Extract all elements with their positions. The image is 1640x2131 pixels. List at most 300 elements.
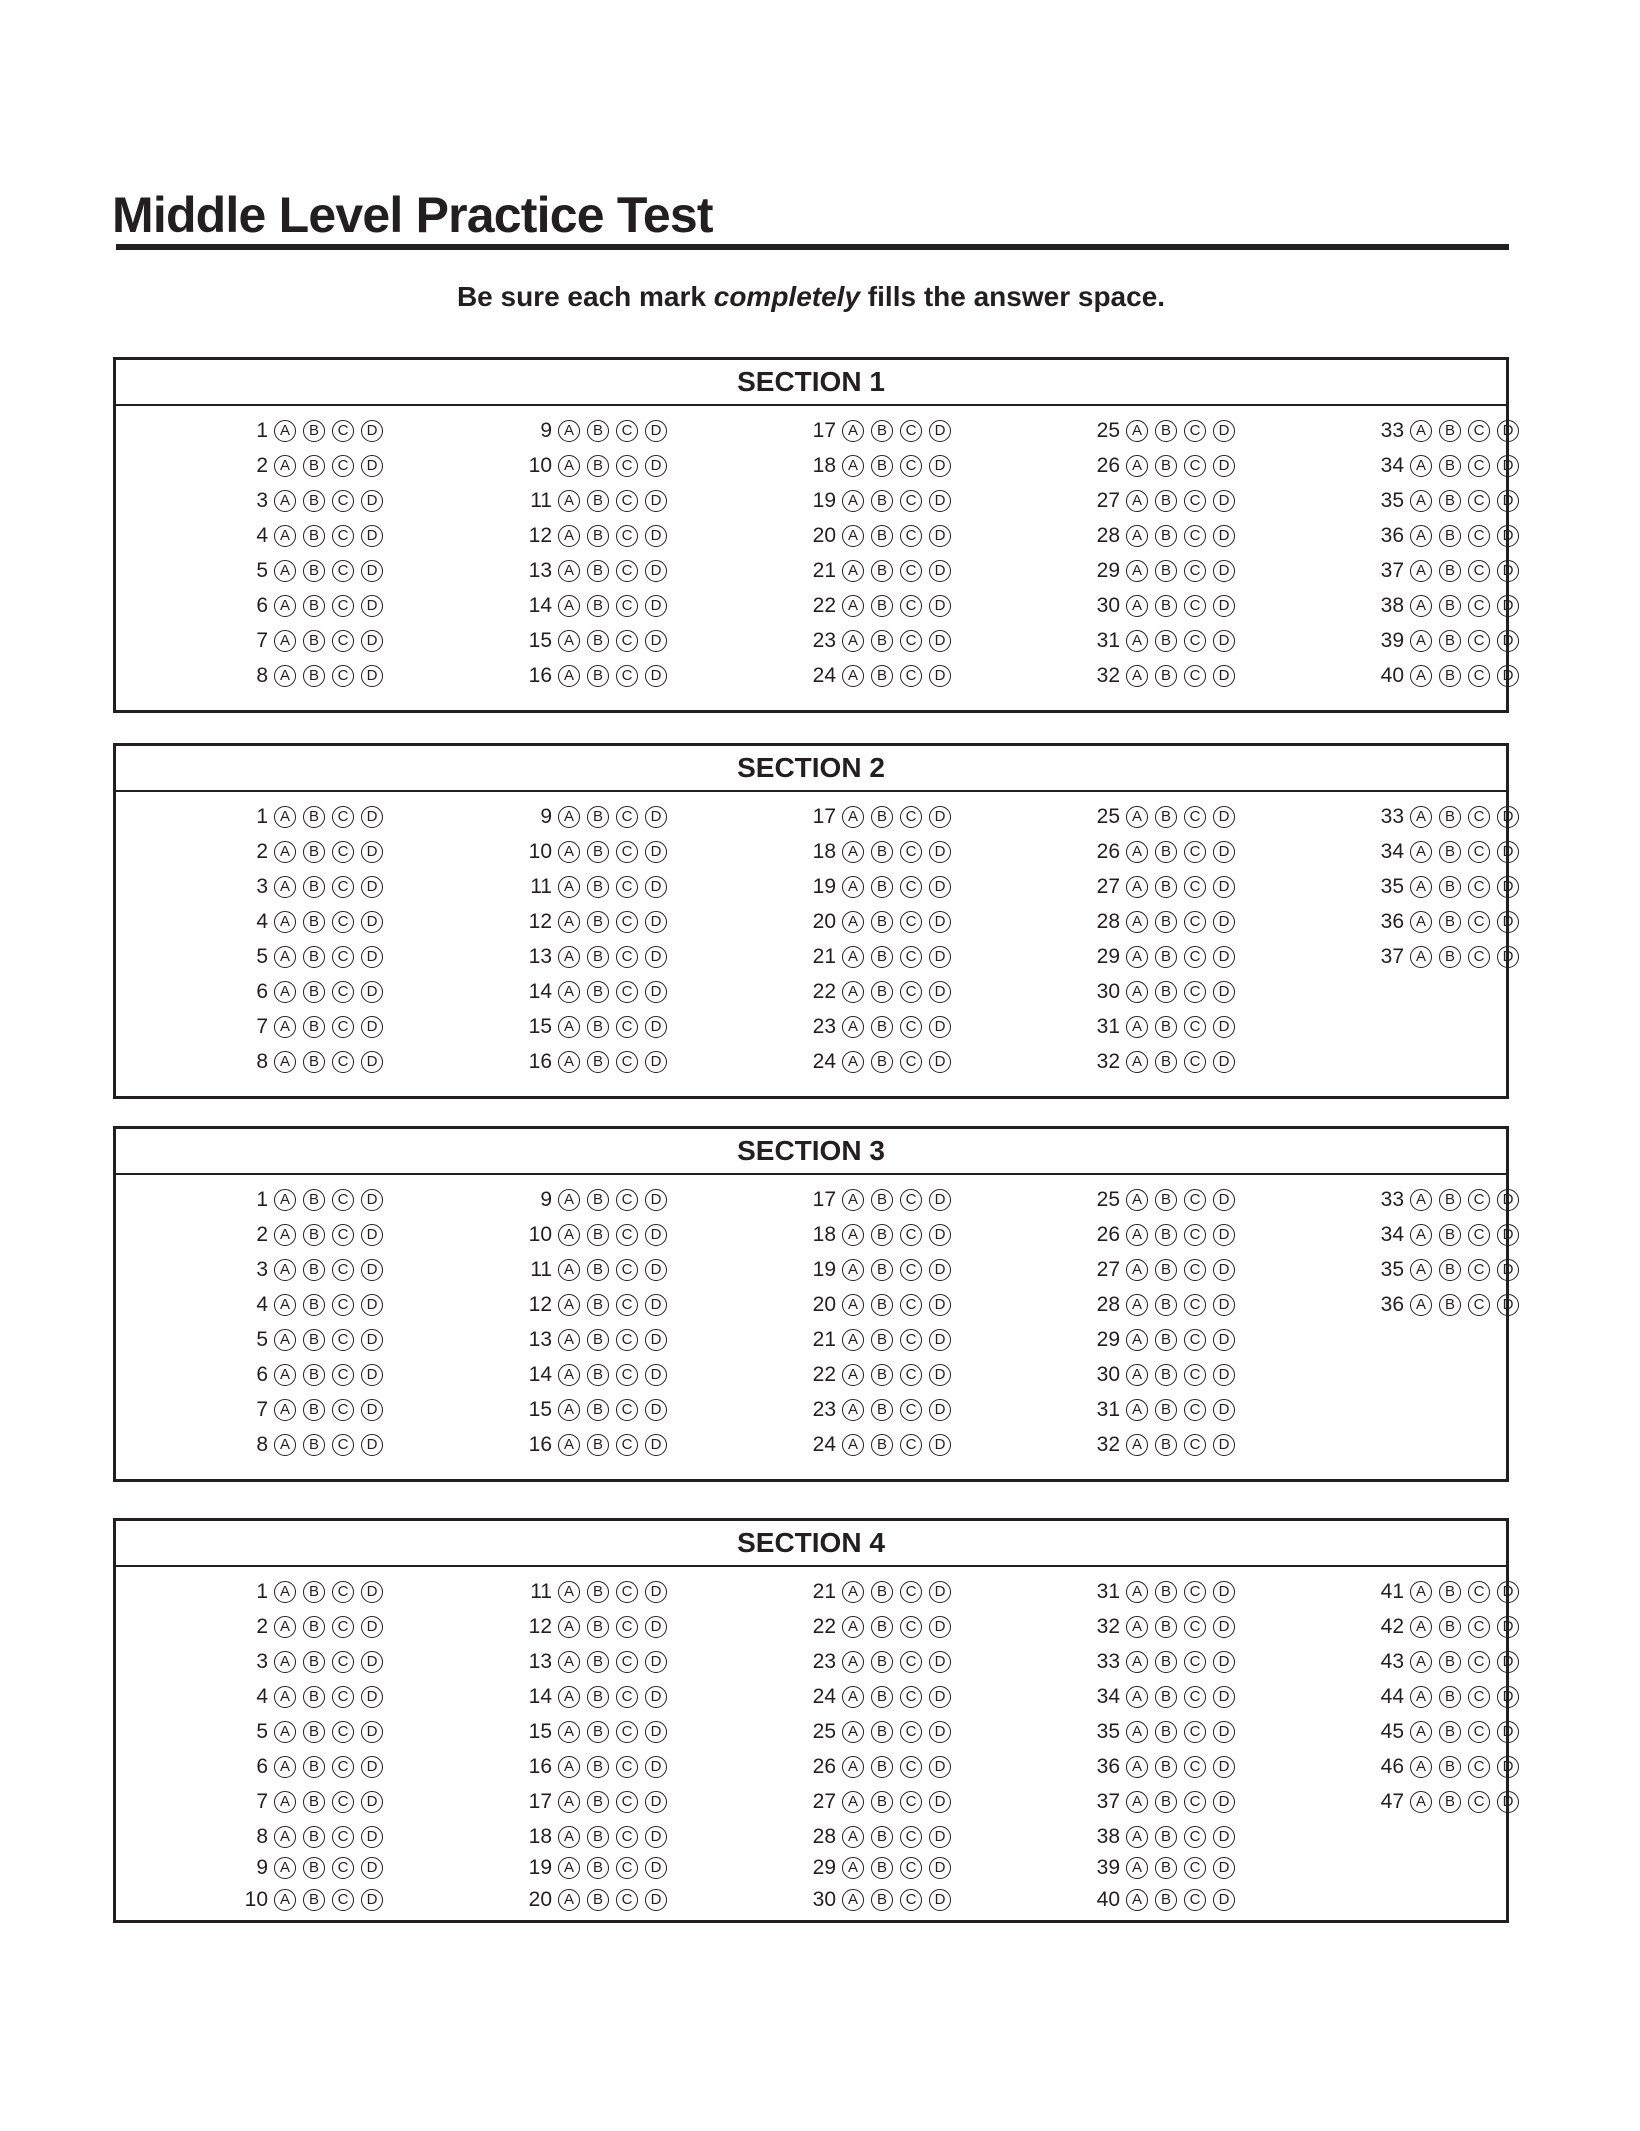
answer-bubble-b[interactable]: B (1155, 1616, 1177, 1638)
answer-bubble-a[interactable]: A (842, 1651, 864, 1673)
answer-bubble-a[interactable]: A (842, 946, 864, 968)
answer-bubble-b[interactable]: B (1439, 1616, 1461, 1638)
answer-bubble-b[interactable]: B (871, 1756, 893, 1778)
answer-bubble-c[interactable]: C (1184, 876, 1206, 898)
answer-bubble-a[interactable]: A (274, 1189, 296, 1211)
answer-bubble-b[interactable]: B (1155, 1224, 1177, 1246)
answer-bubble-a[interactable]: A (274, 1721, 296, 1743)
answer-bubble-a[interactable]: A (1126, 1364, 1148, 1386)
answer-bubble-a[interactable]: A (558, 1581, 580, 1603)
answer-bubble-b[interactable]: B (303, 1016, 325, 1038)
answer-bubble-a[interactable]: A (1126, 1889, 1148, 1911)
answer-bubble-a[interactable]: A (1410, 1756, 1432, 1778)
answer-bubble-c[interactable]: C (1468, 876, 1490, 898)
answer-bubble-c[interactable]: C (1184, 1616, 1206, 1638)
answer-bubble-c[interactable]: C (1184, 1399, 1206, 1421)
answer-bubble-b[interactable]: B (1155, 1686, 1177, 1708)
answer-bubble-b[interactable]: B (1155, 841, 1177, 863)
answer-bubble-a[interactable]: A (558, 1051, 580, 1073)
answer-bubble-b[interactable]: B (303, 1857, 325, 1879)
answer-bubble-b[interactable]: B (1439, 1651, 1461, 1673)
answer-bubble-b[interactable]: B (871, 1889, 893, 1911)
answer-bubble-c[interactable]: C (1468, 420, 1490, 442)
answer-bubble-b[interactable]: B (1439, 525, 1461, 547)
answer-bubble-b[interactable]: B (871, 1051, 893, 1073)
answer-bubble-a[interactable]: A (842, 1826, 864, 1848)
answer-bubble-a[interactable]: A (558, 1651, 580, 1673)
answer-bubble-b[interactable]: B (303, 1259, 325, 1281)
answer-bubble-c[interactable]: C (616, 560, 638, 582)
answer-bubble-b[interactable]: B (1155, 806, 1177, 828)
answer-bubble-c[interactable]: C (616, 1329, 638, 1351)
answer-bubble-b[interactable]: B (303, 1364, 325, 1386)
answer-bubble-d[interactable]: D (1497, 1294, 1519, 1316)
answer-bubble-c[interactable]: C (1184, 806, 1206, 828)
answer-bubble-c[interactable]: C (900, 1189, 922, 1211)
answer-bubble-a[interactable]: A (842, 981, 864, 1003)
answer-bubble-d[interactable]: D (1213, 1434, 1235, 1456)
answer-bubble-c[interactable]: C (1468, 1756, 1490, 1778)
answer-bubble-c[interactable]: C (1468, 1189, 1490, 1211)
answer-bubble-d[interactable]: D (929, 841, 951, 863)
answer-bubble-b[interactable]: B (587, 1616, 609, 1638)
answer-bubble-c[interactable]: C (332, 1016, 354, 1038)
answer-bubble-c[interactable]: C (1468, 630, 1490, 652)
answer-bubble-c[interactable]: C (332, 1616, 354, 1638)
answer-bubble-b[interactable]: B (1439, 595, 1461, 617)
answer-bubble-d[interactable]: D (645, 1686, 667, 1708)
answer-bubble-b[interactable]: B (871, 1857, 893, 1879)
answer-bubble-b[interactable]: B (587, 455, 609, 477)
answer-bubble-b[interactable]: B (1439, 876, 1461, 898)
answer-bubble-a[interactable]: A (274, 560, 296, 582)
answer-bubble-c[interactable]: C (616, 841, 638, 863)
answer-bubble-a[interactable]: A (558, 1329, 580, 1351)
answer-bubble-b[interactable]: B (1439, 806, 1461, 828)
answer-bubble-b[interactable]: B (587, 420, 609, 442)
answer-bubble-a[interactable]: A (1410, 420, 1432, 442)
answer-bubble-c[interactable]: C (1468, 911, 1490, 933)
answer-bubble-b[interactable]: B (871, 1364, 893, 1386)
answer-bubble-a[interactable]: A (558, 1016, 580, 1038)
answer-bubble-a[interactable]: A (1410, 1686, 1432, 1708)
answer-bubble-b[interactable]: B (1155, 560, 1177, 582)
answer-bubble-a[interactable]: A (842, 911, 864, 933)
answer-bubble-b[interactable]: B (1439, 560, 1461, 582)
answer-bubble-c[interactable]: C (1468, 1259, 1490, 1281)
answer-bubble-b[interactable]: B (303, 876, 325, 898)
answer-bubble-c[interactable]: C (616, 1434, 638, 1456)
answer-bubble-a[interactable]: A (558, 1889, 580, 1911)
answer-bubble-b[interactable]: B (871, 525, 893, 547)
answer-bubble-b[interactable]: B (303, 630, 325, 652)
answer-bubble-c[interactable]: C (900, 946, 922, 968)
answer-bubble-b[interactable]: B (871, 876, 893, 898)
answer-bubble-a[interactable]: A (1126, 1259, 1148, 1281)
answer-bubble-a[interactable]: A (1126, 560, 1148, 582)
answer-bubble-b[interactable]: B (1155, 525, 1177, 547)
answer-bubble-d[interactable]: D (645, 911, 667, 933)
answer-bubble-b[interactable]: B (303, 560, 325, 582)
answer-bubble-d[interactable]: D (361, 876, 383, 898)
answer-bubble-c[interactable]: C (332, 1721, 354, 1743)
answer-bubble-b[interactable]: B (1155, 1399, 1177, 1421)
answer-bubble-a[interactable]: A (1126, 1434, 1148, 1456)
answer-bubble-d[interactable]: D (929, 1651, 951, 1673)
answer-bubble-b[interactable]: B (871, 1224, 893, 1246)
answer-bubble-a[interactable]: A (1126, 1581, 1148, 1603)
answer-bubble-a[interactable]: A (558, 1189, 580, 1211)
answer-bubble-b[interactable]: B (871, 1259, 893, 1281)
answer-bubble-d[interactable]: D (929, 1857, 951, 1879)
answer-bubble-a[interactable]: A (274, 1329, 296, 1351)
answer-bubble-a[interactable]: A (558, 946, 580, 968)
answer-bubble-b[interactable]: B (587, 946, 609, 968)
answer-bubble-a[interactable]: A (1410, 1224, 1432, 1246)
answer-bubble-a[interactable]: A (1126, 490, 1148, 512)
answer-bubble-b[interactable]: B (587, 1224, 609, 1246)
answer-bubble-a[interactable]: A (842, 420, 864, 442)
answer-bubble-c[interactable]: C (332, 1686, 354, 1708)
answer-bubble-d[interactable]: D (645, 1756, 667, 1778)
answer-bubble-c[interactable]: C (332, 1399, 354, 1421)
answer-bubble-c[interactable]: C (1184, 1826, 1206, 1848)
answer-bubble-d[interactable]: D (361, 630, 383, 652)
answer-bubble-d[interactable]: D (361, 1686, 383, 1708)
answer-bubble-d[interactable]: D (929, 1721, 951, 1743)
answer-bubble-c[interactable]: C (1468, 595, 1490, 617)
answer-bubble-c[interactable]: C (900, 1686, 922, 1708)
answer-bubble-d[interactable]: D (929, 1434, 951, 1456)
answer-bubble-b[interactable]: B (871, 981, 893, 1003)
answer-bubble-a[interactable]: A (842, 1686, 864, 1708)
answer-bubble-b[interactable]: B (587, 1364, 609, 1386)
answer-bubble-d[interactable]: D (1497, 1224, 1519, 1246)
answer-bubble-a[interactable]: A (842, 665, 864, 687)
answer-bubble-b[interactable]: B (303, 525, 325, 547)
answer-bubble-c[interactable]: C (1468, 1791, 1490, 1813)
answer-bubble-b[interactable]: B (1155, 490, 1177, 512)
answer-bubble-a[interactable]: A (1126, 1651, 1148, 1673)
answer-bubble-c[interactable]: C (1184, 1889, 1206, 1911)
answer-bubble-c[interactable]: C (900, 1756, 922, 1778)
answer-bubble-d[interactable]: D (929, 1329, 951, 1351)
answer-bubble-c[interactable]: C (900, 665, 922, 687)
answer-bubble-d[interactable]: D (929, 1051, 951, 1073)
answer-bubble-d[interactable]: D (361, 525, 383, 547)
answer-bubble-d[interactable]: D (1497, 1686, 1519, 1708)
answer-bubble-b[interactable]: B (587, 1756, 609, 1778)
answer-bubble-d[interactable]: D (1213, 1329, 1235, 1351)
answer-bubble-c[interactable]: C (900, 595, 922, 617)
answer-bubble-d[interactable]: D (1497, 1189, 1519, 1211)
answer-bubble-d[interactable]: D (929, 455, 951, 477)
answer-bubble-d[interactable]: D (929, 1016, 951, 1038)
answer-bubble-d[interactable]: D (1497, 1791, 1519, 1813)
answer-bubble-a[interactable]: A (842, 1756, 864, 1778)
answer-bubble-c[interactable]: C (1184, 1651, 1206, 1673)
answer-bubble-d[interactable]: D (645, 1399, 667, 1421)
answer-bubble-b[interactable]: B (1155, 1434, 1177, 1456)
answer-bubble-b[interactable]: B (587, 1651, 609, 1673)
answer-bubble-b[interactable]: B (871, 1189, 893, 1211)
answer-bubble-c[interactable]: C (1184, 560, 1206, 582)
answer-bubble-d[interactable]: D (361, 1616, 383, 1638)
answer-bubble-a[interactable]: A (842, 560, 864, 582)
answer-bubble-c[interactable]: C (1468, 1294, 1490, 1316)
answer-bubble-a[interactable]: A (842, 806, 864, 828)
answer-bubble-d[interactable]: D (1213, 1259, 1235, 1281)
answer-bubble-b[interactable]: B (587, 981, 609, 1003)
answer-bubble-d[interactable]: D (1213, 420, 1235, 442)
answer-bubble-c[interactable]: C (1184, 1259, 1206, 1281)
answer-bubble-b[interactable]: B (303, 1581, 325, 1603)
answer-bubble-a[interactable]: A (274, 946, 296, 968)
answer-bubble-c[interactable]: C (332, 841, 354, 863)
answer-bubble-c[interactable]: C (1184, 1189, 1206, 1211)
answer-bubble-d[interactable]: D (645, 1051, 667, 1073)
answer-bubble-b[interactable]: B (871, 560, 893, 582)
answer-bubble-a[interactable]: A (842, 1791, 864, 1813)
answer-bubble-a[interactable]: A (558, 1224, 580, 1246)
answer-bubble-a[interactable]: A (1126, 1224, 1148, 1246)
answer-bubble-b[interactable]: B (587, 1721, 609, 1743)
answer-bubble-b[interactable]: B (303, 1399, 325, 1421)
answer-bubble-d[interactable]: D (929, 1826, 951, 1848)
answer-bubble-c[interactable]: C (332, 1826, 354, 1848)
answer-bubble-d[interactable]: D (929, 806, 951, 828)
answer-bubble-b[interactable]: B (303, 1686, 325, 1708)
answer-bubble-d[interactable]: D (645, 665, 667, 687)
answer-bubble-c[interactable]: C (332, 1581, 354, 1603)
answer-bubble-c[interactable]: C (332, 1434, 354, 1456)
answer-bubble-a[interactable]: A (842, 1016, 864, 1038)
answer-bubble-d[interactable]: D (645, 1224, 667, 1246)
answer-bubble-c[interactable]: C (616, 1364, 638, 1386)
answer-bubble-a[interactable]: A (842, 1889, 864, 1911)
answer-bubble-a[interactable]: A (842, 1329, 864, 1351)
answer-bubble-b[interactable]: B (1439, 665, 1461, 687)
answer-bubble-b[interactable]: B (871, 595, 893, 617)
answer-bubble-c[interactable]: C (900, 806, 922, 828)
answer-bubble-d[interactable]: D (361, 1016, 383, 1038)
answer-bubble-b[interactable]: B (1155, 1791, 1177, 1813)
answer-bubble-a[interactable]: A (1126, 1857, 1148, 1879)
answer-bubble-c[interactable]: C (616, 1826, 638, 1848)
answer-bubble-c[interactable]: C (332, 1889, 354, 1911)
answer-bubble-d[interactable]: D (1213, 1721, 1235, 1743)
answer-bubble-c[interactable]: C (332, 420, 354, 442)
answer-bubble-d[interactable]: D (361, 595, 383, 617)
answer-bubble-d[interactable]: D (929, 420, 951, 442)
answer-bubble-c[interactable]: C (332, 490, 354, 512)
answer-bubble-b[interactable]: B (1439, 490, 1461, 512)
answer-bubble-a[interactable]: A (274, 806, 296, 828)
answer-bubble-c[interactable]: C (1468, 525, 1490, 547)
answer-bubble-c[interactable]: C (900, 1791, 922, 1813)
answer-bubble-a[interactable]: A (1126, 1756, 1148, 1778)
answer-bubble-c[interactable]: C (900, 1434, 922, 1456)
answer-bubble-a[interactable]: A (274, 1791, 296, 1813)
answer-bubble-d[interactable]: D (645, 455, 667, 477)
answer-bubble-a[interactable]: A (274, 981, 296, 1003)
answer-bubble-c[interactable]: C (1468, 455, 1490, 477)
answer-bubble-c[interactable]: C (1184, 420, 1206, 442)
answer-bubble-c[interactable]: C (900, 1826, 922, 1848)
answer-bubble-b[interactable]: B (871, 1434, 893, 1456)
answer-bubble-c[interactable]: C (900, 1889, 922, 1911)
answer-bubble-a[interactable]: A (1410, 455, 1432, 477)
answer-bubble-b[interactable]: B (587, 1581, 609, 1603)
answer-bubble-d[interactable]: D (645, 1889, 667, 1911)
answer-bubble-b[interactable]: B (1439, 1259, 1461, 1281)
answer-bubble-b[interactable]: B (871, 911, 893, 933)
answer-bubble-a[interactable]: A (1126, 455, 1148, 477)
answer-bubble-d[interactable]: D (361, 1399, 383, 1421)
answer-bubble-c[interactable]: C (332, 876, 354, 898)
answer-bubble-d[interactable]: D (929, 525, 951, 547)
answer-bubble-a[interactable]: A (842, 630, 864, 652)
answer-bubble-d[interactable]: D (929, 1189, 951, 1211)
answer-bubble-c[interactable]: C (616, 420, 638, 442)
answer-bubble-b[interactable]: B (303, 455, 325, 477)
answer-bubble-a[interactable]: A (842, 1364, 864, 1386)
answer-bubble-b[interactable]: B (1439, 1686, 1461, 1708)
answer-bubble-a[interactable]: A (842, 595, 864, 617)
answer-bubble-c[interactable]: C (1184, 981, 1206, 1003)
answer-bubble-a[interactable]: A (1410, 841, 1432, 863)
answer-bubble-a[interactable]: A (1126, 1791, 1148, 1813)
answer-bubble-d[interactable]: D (1213, 490, 1235, 512)
answer-bubble-a[interactable]: A (558, 1756, 580, 1778)
answer-bubble-b[interactable]: B (303, 1224, 325, 1246)
answer-bubble-c[interactable]: C (900, 1616, 922, 1638)
answer-bubble-d[interactable]: D (1213, 1364, 1235, 1386)
answer-bubble-b[interactable]: B (1155, 1889, 1177, 1911)
answer-bubble-b[interactable]: B (587, 1826, 609, 1848)
answer-bubble-d[interactable]: D (361, 1294, 383, 1316)
answer-bubble-b[interactable]: B (871, 1016, 893, 1038)
answer-bubble-b[interactable]: B (587, 1329, 609, 1351)
answer-bubble-a[interactable]: A (274, 1259, 296, 1281)
answer-bubble-d[interactable]: D (361, 1581, 383, 1603)
answer-bubble-a[interactable]: A (1410, 1791, 1432, 1813)
answer-bubble-d[interactable]: D (361, 1651, 383, 1673)
answer-bubble-d[interactable]: D (1497, 595, 1519, 617)
answer-bubble-c[interactable]: C (616, 1616, 638, 1638)
answer-bubble-b[interactable]: B (1155, 420, 1177, 442)
answer-bubble-c[interactable]: C (1184, 490, 1206, 512)
answer-bubble-c[interactable]: C (900, 630, 922, 652)
answer-bubble-b[interactable]: B (871, 490, 893, 512)
answer-bubble-c[interactable]: C (1184, 455, 1206, 477)
answer-bubble-a[interactable]: A (1410, 806, 1432, 828)
answer-bubble-c[interactable]: C (332, 1259, 354, 1281)
answer-bubble-a[interactable]: A (1126, 420, 1148, 442)
answer-bubble-a[interactable]: A (1410, 911, 1432, 933)
answer-bubble-b[interactable]: B (303, 806, 325, 828)
answer-bubble-d[interactable]: D (645, 1189, 667, 1211)
answer-bubble-a[interactable]: A (558, 1857, 580, 1879)
answer-bubble-d[interactable]: D (1497, 420, 1519, 442)
answer-bubble-b[interactable]: B (303, 1826, 325, 1848)
answer-bubble-c[interactable]: C (900, 1364, 922, 1386)
answer-bubble-a[interactable]: A (558, 420, 580, 442)
answer-bubble-a[interactable]: A (842, 841, 864, 863)
answer-bubble-a[interactable]: A (274, 1616, 296, 1638)
answer-bubble-a[interactable]: A (274, 841, 296, 863)
answer-bubble-b[interactable]: B (1439, 1294, 1461, 1316)
answer-bubble-b[interactable]: B (303, 1616, 325, 1638)
answer-bubble-d[interactable]: D (929, 981, 951, 1003)
answer-bubble-d[interactable]: D (361, 1721, 383, 1743)
answer-bubble-c[interactable]: C (900, 1294, 922, 1316)
answer-bubble-c[interactable]: C (616, 525, 638, 547)
answer-bubble-b[interactable]: B (303, 1294, 325, 1316)
answer-bubble-d[interactable]: D (1213, 1616, 1235, 1638)
answer-bubble-c[interactable]: C (616, 490, 638, 512)
answer-bubble-c[interactable]: C (1184, 1224, 1206, 1246)
answer-bubble-a[interactable]: A (1126, 1016, 1148, 1038)
answer-bubble-c[interactable]: C (616, 1051, 638, 1073)
answer-bubble-d[interactable]: D (1497, 525, 1519, 547)
answer-bubble-d[interactable]: D (1213, 455, 1235, 477)
answer-bubble-b[interactable]: B (871, 1651, 893, 1673)
answer-bubble-d[interactable]: D (929, 595, 951, 617)
answer-bubble-c[interactable]: C (1468, 1224, 1490, 1246)
answer-bubble-a[interactable]: A (274, 665, 296, 687)
answer-bubble-b[interactable]: B (1439, 1756, 1461, 1778)
answer-bubble-c[interactable]: C (1184, 525, 1206, 547)
answer-bubble-b[interactable]: B (303, 1434, 325, 1456)
answer-bubble-a[interactable]: A (842, 1259, 864, 1281)
answer-bubble-a[interactable]: A (1126, 525, 1148, 547)
answer-bubble-c[interactable]: C (1184, 841, 1206, 863)
answer-bubble-d[interactable]: D (361, 1189, 383, 1211)
answer-bubble-a[interactable]: A (1126, 1329, 1148, 1351)
answer-bubble-a[interactable]: A (842, 1294, 864, 1316)
answer-bubble-a[interactable]: A (842, 1399, 864, 1421)
answer-bubble-d[interactable]: D (645, 1434, 667, 1456)
answer-bubble-b[interactable]: B (587, 1259, 609, 1281)
answer-bubble-a[interactable]: A (1126, 1189, 1148, 1211)
answer-bubble-b[interactable]: B (1155, 981, 1177, 1003)
answer-bubble-a[interactable]: A (1410, 490, 1432, 512)
answer-bubble-c[interactable]: C (332, 595, 354, 617)
answer-bubble-c[interactable]: C (900, 981, 922, 1003)
answer-bubble-d[interactable]: D (929, 1294, 951, 1316)
answer-bubble-b[interactable]: B (1155, 1051, 1177, 1073)
answer-bubble-d[interactable]: D (1497, 1581, 1519, 1603)
answer-bubble-d[interactable]: D (1497, 490, 1519, 512)
answer-bubble-b[interactable]: B (1155, 1857, 1177, 1879)
answer-bubble-a[interactable]: A (274, 911, 296, 933)
answer-bubble-b[interactable]: B (871, 1826, 893, 1848)
answer-bubble-a[interactable]: A (558, 806, 580, 828)
answer-bubble-d[interactable]: D (929, 1756, 951, 1778)
answer-bubble-a[interactable]: A (1410, 1616, 1432, 1638)
answer-bubble-c[interactable]: C (1468, 665, 1490, 687)
answer-bubble-c[interactable]: C (616, 1224, 638, 1246)
answer-bubble-d[interactable]: D (929, 1364, 951, 1386)
answer-bubble-d[interactable]: D (1497, 1259, 1519, 1281)
answer-bubble-a[interactable]: A (1410, 1721, 1432, 1743)
answer-bubble-c[interactable]: C (616, 1721, 638, 1743)
answer-bubble-d[interactable]: D (1497, 946, 1519, 968)
answer-bubble-b[interactable]: B (303, 1189, 325, 1211)
answer-bubble-b[interactable]: B (1155, 911, 1177, 933)
answer-bubble-d[interactable]: D (361, 490, 383, 512)
